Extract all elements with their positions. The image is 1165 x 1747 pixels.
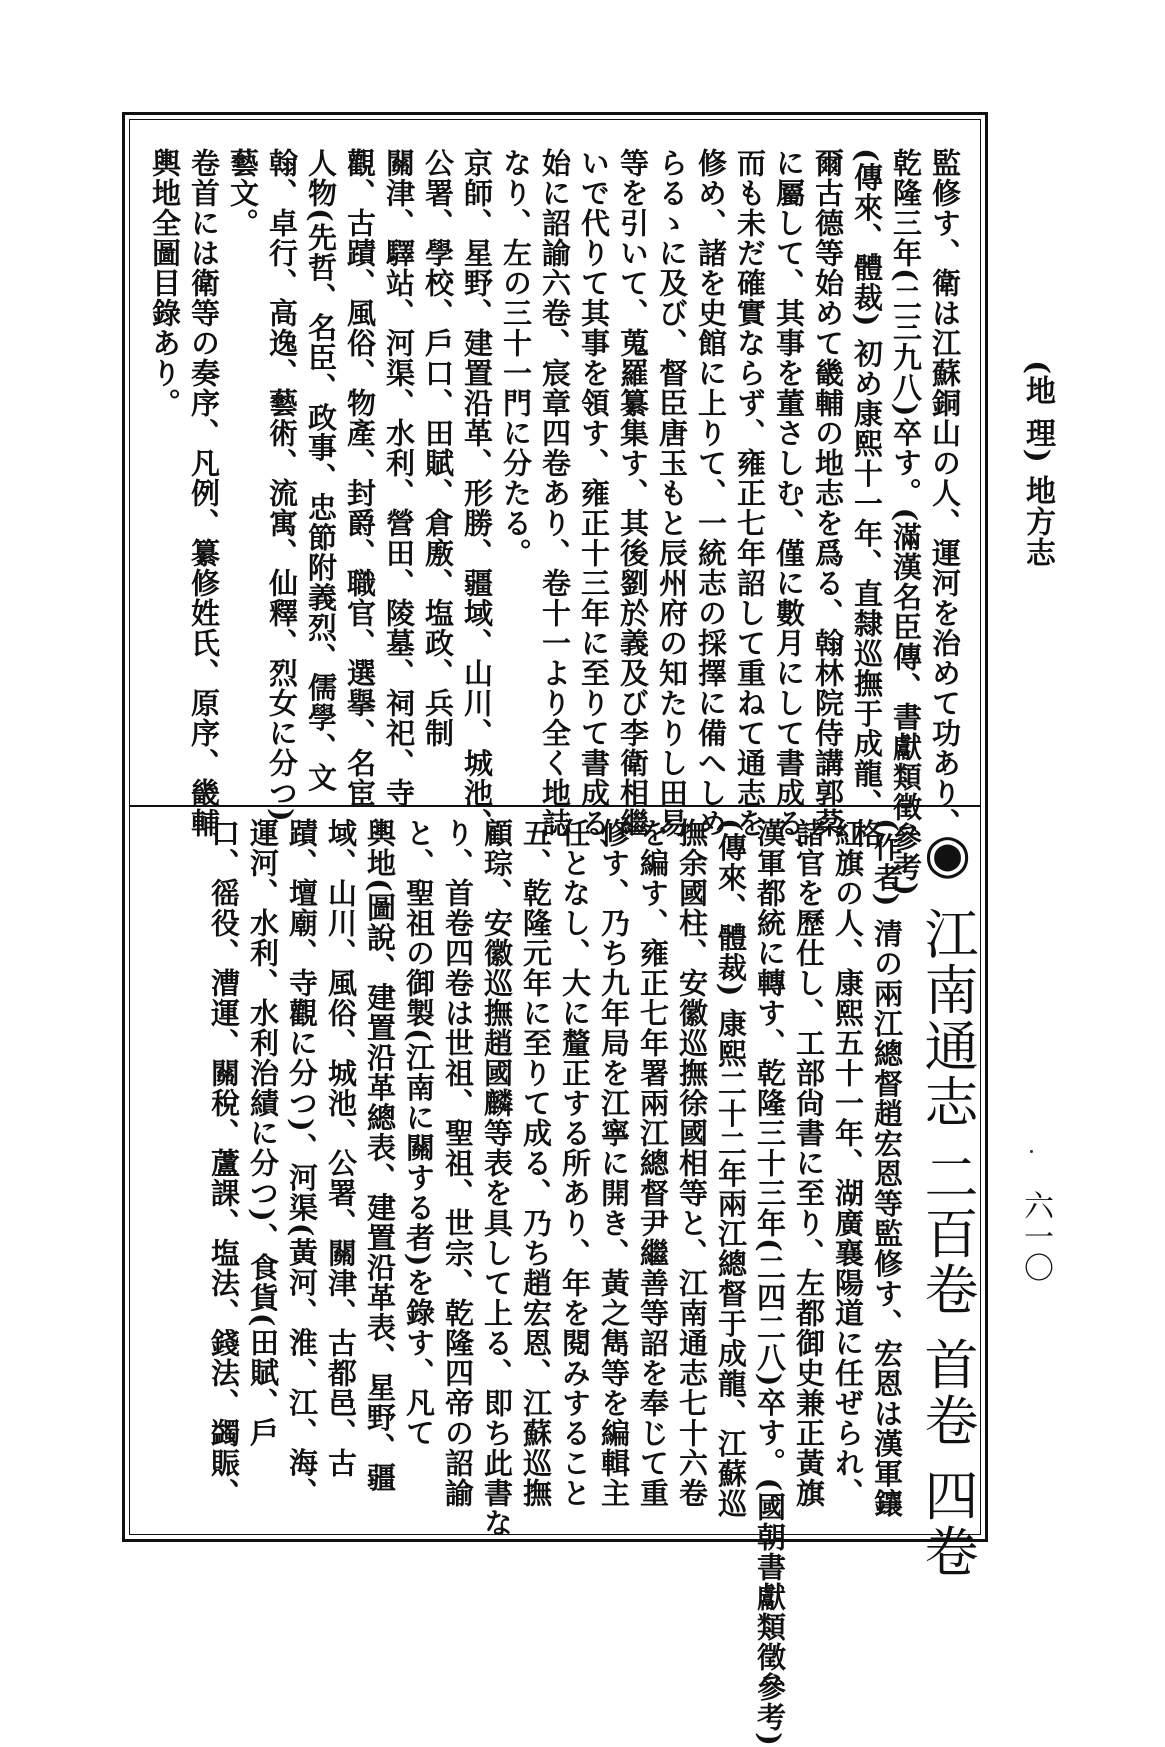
upper-column: 京師、星野、建置沿革、形勝、疆域、山川、城池、 — [460, 148, 494, 838]
upper-column: 乾隆三年(二三九八)卒す。(滿漢名臣傳、書獻類徵參考) — [889, 148, 923, 897]
lower-column: り、首卷四卷は世祖、聖祖、世宗、乾隆四帝の詔諭 — [441, 818, 475, 1508]
upper-column: 輿地全圖目錄あり。 — [148, 148, 182, 418]
lower-column: 諸官を歷仕し、工部尙書に至り、左都御史兼正黃旗 — [792, 818, 826, 1508]
upper-column: 觀、古蹟、風俗、物產、封爵、職官、選擧、名宦 — [343, 148, 377, 808]
upper-column: 翰、卓行、高逸、藝術、流寓、仙釋、烈女に分つ) — [265, 148, 299, 823]
upper-column: に屬して、其事を董さしむ、僅に數月にして書成る、 — [772, 148, 806, 868]
lower-column: (傳來、體裁) 康熙二十二年兩江總督于成龍、江蘇巡 — [714, 818, 748, 1519]
upper-column: いで代りて其事を領す、雍正十三年に至りて書成る、 — [577, 148, 611, 868]
lower-column: 撫余國柱、安徽巡撫徐國相等と、江南通志七十六卷 — [675, 818, 709, 1508]
upper-column: 而も未だ確實ならず、雍正七年詔して重ねて通志を — [733, 148, 767, 838]
upper-column: 藝文。 — [226, 148, 260, 238]
lower-column: 五、乾隆元年に至りて成る、乃ち趙宏恩、江蘇巡撫 — [519, 818, 553, 1508]
lower-column: 顧琮、安徽巡撫趙國麟等表を具して上る、即ち此書な — [480, 818, 514, 1538]
running-head-section: (地 理) 地方志 — [1020, 360, 1055, 569]
lower-column: 漢軍都統に轉す、乾隆三十三年(二四二八)卒す。(國朝書獻類徵參考) — [753, 818, 787, 1747]
lower-column: (作者) 清の兩江總督趙宏恩等監修す、宏恩は漢軍鑲 — [870, 818, 904, 1519]
upper-column: 修め、諸を史館に上りて、一統志の採擇に備へしめ — [694, 148, 728, 838]
lower-column: を編す、雍正七年署兩江總督尹繼善等詔を奉じて重 — [636, 818, 670, 1508]
upper-column: 卷首には衛等の奏序、凡例、纂修姓氏、原序、畿輔 — [187, 148, 221, 838]
lower-column: 運河、水利、水利治績に分つ)、食貨(田賦、戶 — [246, 818, 280, 1448]
lower-column: 蹟、壇廟、寺觀に分つ)、河渠(黃河、淮、江、海、 — [285, 818, 319, 1508]
lower-column: 輿地(圖說、建置沿革總表、建置沿革表、星野、疆 — [363, 818, 397, 1493]
lower-column: 紅旗の人、康熙五十一年、湖廣襄陽道に任ぜられ、 — [831, 818, 865, 1508]
upper-column: 監修す、衛は江蘇銅山の人、運河を治めて功あり、 — [928, 148, 962, 838]
lower-column: 域、山川、風俗、城池、公署、關津、古都邑、古 — [324, 818, 358, 1478]
upper-column: らるゝに及び、督臣唐玉もと辰州府の知たりし田易 — [655, 148, 689, 838]
page-number: 六一〇 — [1018, 1190, 1053, 1283]
upper-column: 爾古德等始めて畿輔の地志を爲る、翰林院侍講郭棻 — [811, 148, 845, 838]
upper-column: 等を引いて、蒐羅纂集す、其後劉於義及び李衛相繼 — [616, 148, 650, 838]
upper-column: (傳來、體裁) 初め康熙十一年、直隸巡撫于成龍、格 — [850, 148, 884, 849]
upper-column: 公署、學校、戶口、田賦、倉廒、塩政、兵制 — [421, 148, 455, 748]
upper-column: なり、左の三十一門に分たる。 — [499, 148, 533, 568]
lower-column: と、聖祖の御製(江南に關する者)を錄す、凡て — [402, 818, 436, 1448]
book-title: ◉ 江南通志 二百卷 首卷 四卷 — [916, 822, 979, 1580]
lower-column: 修す、乃ち九年局を江寧に開き、黃之雋等を編輯主 — [597, 818, 631, 1508]
lower-column: 任となし、大に釐正する所あり、年を閱みすること — [558, 818, 592, 1508]
lower-column: 口、徭役、漕運、關稅、蘆課、塩法、錢法、蠲賑、 — [207, 818, 241, 1508]
upper-column: 人物(先哲、名臣、政事、忠節附義烈、儒學、文 — [304, 148, 338, 793]
margin-dot — [1030, 1150, 1033, 1153]
upper-column: 始に詔諭六卷、宸章四卷あり、卷十一より全く地誌 — [538, 148, 572, 838]
upper-column: 關津、驛站、河渠、水利、營田、陵墓、祠祀、寺 — [382, 148, 416, 808]
